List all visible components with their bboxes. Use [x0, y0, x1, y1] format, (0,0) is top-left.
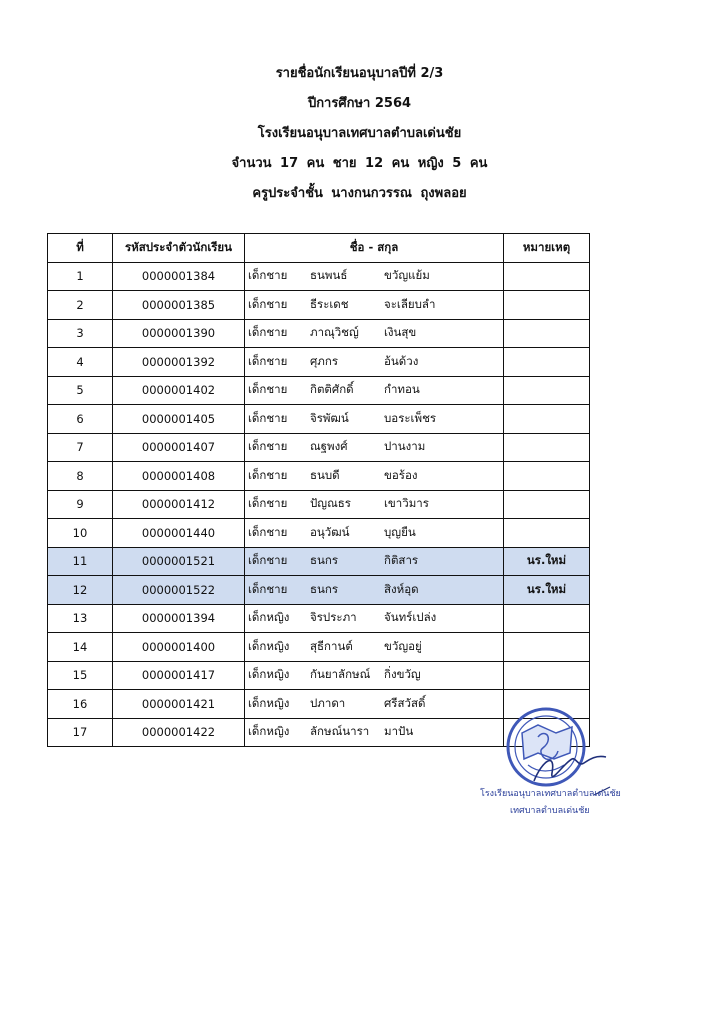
- name-title: เด็กชาย: [248, 553, 288, 568]
- name-title: เด็กชาย: [248, 524, 288, 539]
- last-name: ปานงาม: [384, 439, 426, 454]
- table-row: [48, 348, 590, 377]
- note: [504, 490, 590, 519]
- note: [504, 376, 590, 405]
- name-title: เด็กหญิง: [248, 610, 290, 625]
- student-id: 0000001394: [113, 604, 245, 633]
- table-row: [48, 405, 590, 434]
- table-row: [48, 604, 590, 633]
- row-number: 6: [48, 405, 113, 434]
- last-name: กำทอน: [384, 382, 420, 397]
- student-id: 0000001405: [113, 405, 245, 434]
- student-id: 0000001408: [113, 462, 245, 491]
- last-name: ขวัญแย้ม: [384, 268, 430, 283]
- student-name: [245, 690, 504, 719]
- first-name: จิรประภา: [310, 610, 357, 625]
- row-number: 9: [48, 490, 113, 519]
- first-name: ณฐพงศ์: [310, 439, 348, 454]
- student-name: [245, 490, 504, 519]
- last-name: จะเลียบลำ: [384, 296, 436, 311]
- row-number: 7: [48, 433, 113, 462]
- row-number: 4: [48, 348, 113, 377]
- table-header-row: [48, 234, 590, 263]
- student-name: [245, 718, 504, 747]
- table-row: [48, 661, 590, 690]
- note: [504, 519, 590, 548]
- last-name: เงินสุข: [384, 325, 417, 340]
- name-title: เด็กชาย: [248, 296, 288, 311]
- name-title: เด็กชาย: [248, 268, 288, 283]
- last-name: เขาวิมาร: [384, 496, 429, 511]
- student-name: [245, 604, 504, 633]
- last-name: บอระเพ็ชร: [384, 410, 437, 425]
- first-name: ธนกร: [310, 581, 339, 596]
- student-name: [245, 262, 504, 291]
- last-name: ขวัญอยู่: [384, 638, 422, 653]
- school-name: โรงเรียนอนุบาลเทศบาลตำบลเด่นชัย: [257, 126, 462, 141]
- table-row: [48, 490, 590, 519]
- header-name: ชื่อ - สกุล: [245, 234, 504, 263]
- student-id: 0000001440: [113, 519, 245, 548]
- name-title: เด็กชาย: [248, 496, 288, 511]
- row-number: 3: [48, 319, 113, 348]
- stamp-municipality-line: เทศบาลตำบลเด่นชัย: [510, 806, 590, 816]
- student-id: 0000001402: [113, 376, 245, 405]
- school-seal-signature: [498, 703, 618, 799]
- student-name: [245, 519, 504, 548]
- first-name: กันยาลักษณ์: [310, 667, 371, 682]
- student-id: 0000001412: [113, 490, 245, 519]
- student-id: 0000001392: [113, 348, 245, 377]
- student-roster-table: [47, 233, 590, 747]
- student-name: [245, 376, 504, 405]
- row-number: 11: [48, 547, 113, 576]
- table-row: [48, 433, 590, 462]
- row-number: 13: [48, 604, 113, 633]
- first-name: อนุวัฒน์: [310, 524, 350, 539]
- last-name: กิ่งขวัญ: [384, 667, 421, 682]
- last-name: จันทร์เปล่ง: [384, 610, 437, 625]
- table-row: [48, 262, 590, 291]
- first-name: จิรพัฒน์: [310, 410, 349, 425]
- note: [504, 433, 590, 462]
- table-row: [48, 319, 590, 348]
- student-id: 0000001421: [113, 690, 245, 719]
- last-name: กิติสาร: [384, 553, 419, 568]
- last-name: สิงห์อุด: [384, 581, 419, 596]
- table-row: [48, 547, 590, 576]
- student-id: 0000001400: [113, 633, 245, 662]
- first-name: ธนกร: [310, 553, 339, 568]
- row-number: 16: [48, 690, 113, 719]
- first-name: ภาณุวิชญ์: [310, 325, 359, 340]
- first-name: ศุภกร: [310, 353, 339, 368]
- note: นร.ใหม่: [504, 547, 590, 576]
- last-name: ขอร้อง: [384, 467, 418, 482]
- first-name: ลักษณ์นารา: [310, 724, 370, 739]
- name-title: เด็กชาย: [248, 382, 288, 397]
- row-number: 5: [48, 376, 113, 405]
- student-id: 0000001417: [113, 661, 245, 690]
- name-title: เด็กชาย: [248, 353, 288, 368]
- note: [504, 262, 590, 291]
- row-number: 8: [48, 462, 113, 491]
- last-name: อ้นด้วง: [384, 353, 419, 368]
- last-name: มาปัน: [384, 724, 414, 739]
- student-name: [245, 433, 504, 462]
- student-counts: จำนวน 17 คน ชาย 12 คน หญิง 5 คน: [231, 156, 488, 171]
- note: [504, 291, 590, 320]
- row-number: 12: [48, 576, 113, 605]
- header-student-id: รหัสประจำตัวนักเรียน: [113, 234, 245, 263]
- name-title: เด็กชาย: [248, 439, 288, 454]
- homeroom-teacher: ครูประจำชั้น นางกนกวรรณ ถุงพลอย: [252, 186, 467, 201]
- student-name: [245, 633, 504, 662]
- student-id: 0000001422: [113, 718, 245, 747]
- row-number: 2: [48, 291, 113, 320]
- note: นร.ใหม่: [504, 576, 590, 605]
- table-row: [48, 376, 590, 405]
- document-title: รายชื่อนักเรียนอนุบาลปีที่ 2/3: [275, 66, 444, 81]
- table-row: [48, 576, 590, 605]
- academic-year: ปีการศึกษา 2564: [307, 96, 412, 111]
- row-number: 1: [48, 262, 113, 291]
- name-title: เด็กหญิง: [248, 667, 290, 682]
- student-id: 0000001385: [113, 291, 245, 320]
- table-row: [48, 519, 590, 548]
- first-name: ธนพนธ์: [310, 268, 348, 283]
- student-name: [245, 348, 504, 377]
- first-name: กิตติศักดิ์: [310, 382, 354, 397]
- student-name: [245, 661, 504, 690]
- table-row: [48, 462, 590, 491]
- student-id: 0000001522: [113, 576, 245, 605]
- student-id: 0000001384: [113, 262, 245, 291]
- roster-body: [48, 262, 590, 747]
- first-name: สุธีกานต์: [310, 638, 353, 653]
- name-title: เด็กหญิง: [248, 638, 290, 653]
- first-name: ปภาดา: [310, 695, 346, 710]
- note: [504, 319, 590, 348]
- first-name: ปัญณธร: [310, 496, 351, 511]
- note: [504, 405, 590, 434]
- name-title: เด็กชาย: [248, 410, 288, 425]
- row-number: 10: [48, 519, 113, 548]
- student-name: [245, 462, 504, 491]
- table-row: [48, 633, 590, 662]
- header-note: หมายเหตุ: [504, 234, 590, 263]
- note: [504, 661, 590, 690]
- stamp-school-line: โรงเรียนอนุบาลเทศบาลตำบลเด่นชัย: [480, 789, 621, 799]
- note: [504, 348, 590, 377]
- student-name: [245, 319, 504, 348]
- student-id: 0000001390: [113, 319, 245, 348]
- note: [504, 604, 590, 633]
- row-number: 17: [48, 718, 113, 747]
- name-title: เด็กหญิง: [248, 724, 290, 739]
- student-name: [245, 291, 504, 320]
- student-name: [245, 405, 504, 434]
- note: [504, 633, 590, 662]
- table-row: [48, 291, 590, 320]
- student-id: 0000001521: [113, 547, 245, 576]
- note: [504, 462, 590, 491]
- student-id: 0000001407: [113, 433, 245, 462]
- header-no: ที่: [48, 234, 113, 263]
- row-number: 14: [48, 633, 113, 662]
- last-name: ศรีสวัสดิ์: [384, 695, 426, 710]
- student-name: [245, 576, 504, 605]
- last-name: บุญยืน: [384, 524, 416, 539]
- first-name: ธีระเดช: [310, 296, 349, 311]
- name-title: เด็กชาย: [248, 325, 288, 340]
- row-number: 15: [48, 661, 113, 690]
- student-name: [245, 547, 504, 576]
- name-title: เด็กหญิง: [248, 695, 290, 710]
- name-title: เด็กชาย: [248, 581, 288, 596]
- first-name: ธนบดี: [310, 467, 340, 482]
- name-title: เด็กชาย: [248, 467, 288, 482]
